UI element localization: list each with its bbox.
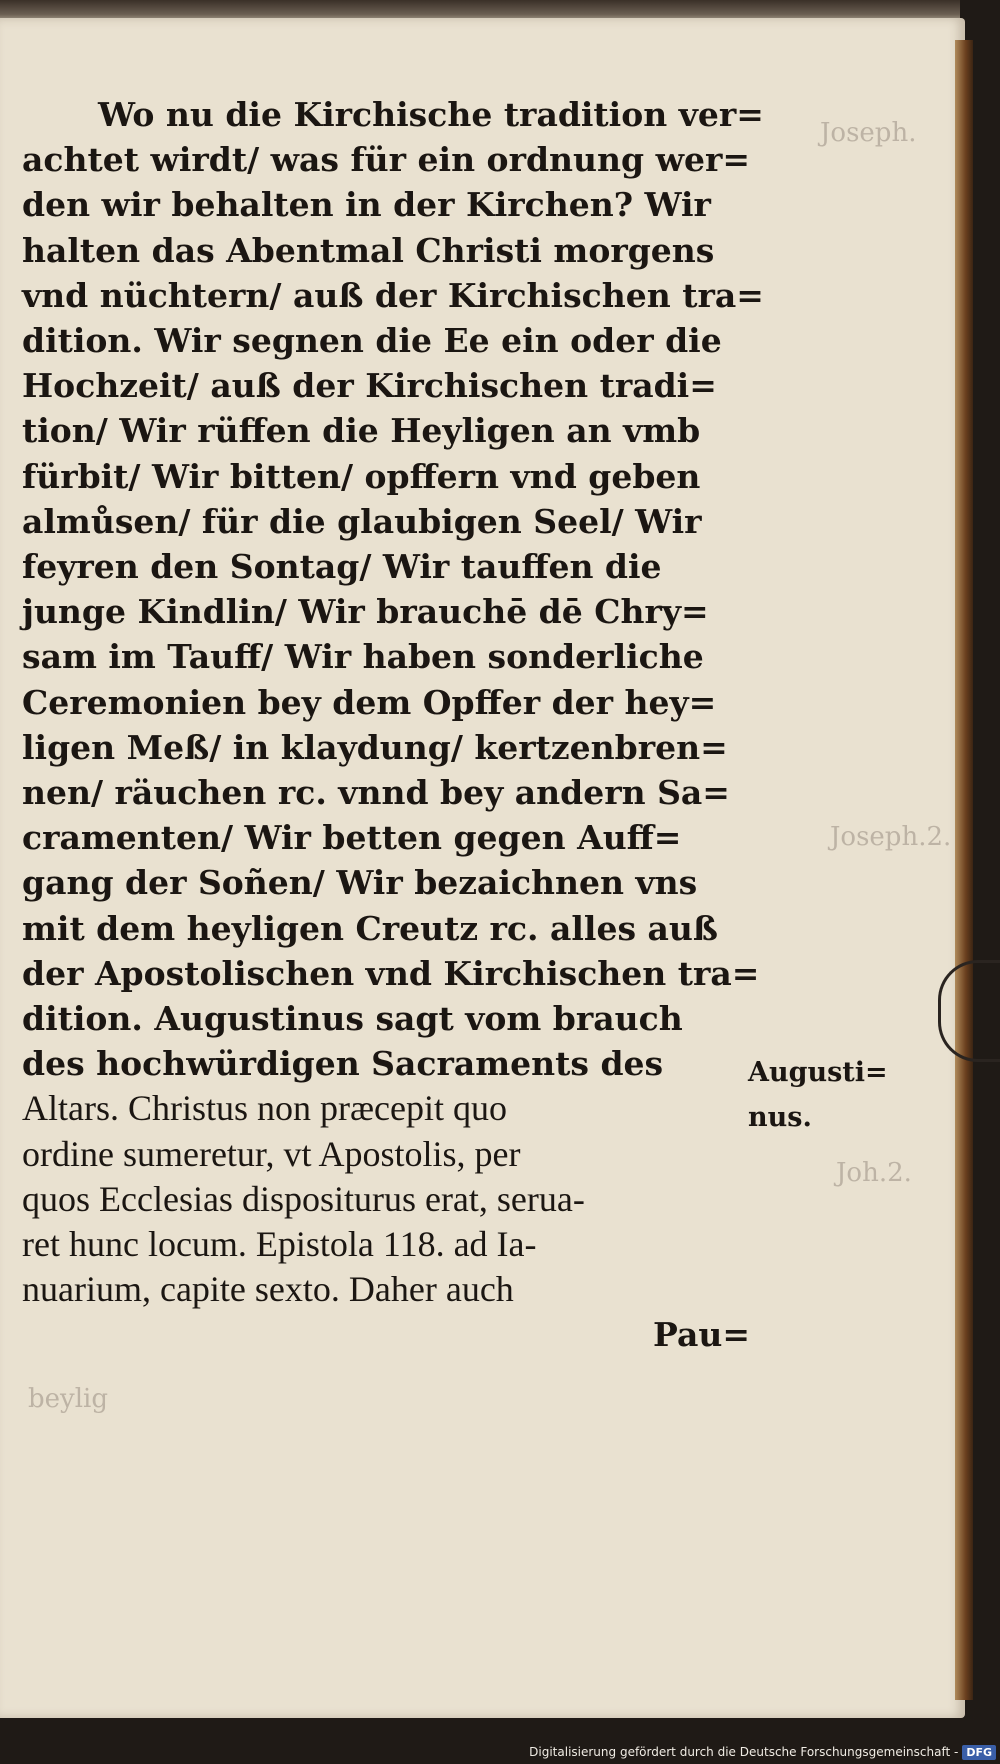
margin-note-line: nus. (748, 1102, 812, 1133)
footer-credit: Digitalisierung gefördert durch die Deutsche Forschungsgemeinschaft - (529, 1745, 959, 1759)
page-clip (938, 960, 1000, 1062)
text-line: junge Kindlin/ Wir brauchē dē Chry= (22, 592, 709, 632)
text-line: vnd nüchtern/ auß der Kirchischen tra= (22, 275, 764, 315)
text-line: feyren den Sontag/ Wir tauffen die (22, 547, 662, 587)
margin-note (748, 1050, 888, 1140)
text-line-latin: ordine sumeretur, vt Apostolis, per (22, 1133, 521, 1174)
body-text (22, 92, 762, 1358)
text-line-latin: nuarium, capite sexto. Daher auch (22, 1269, 514, 1310)
bleed-through-text: Joh.2. (836, 1158, 912, 1188)
text-line: den wir behalten in der Kirchen? Wir (22, 185, 711, 225)
text-line: ligen Meß/ in klaydung/ kertzenbren= (22, 727, 728, 767)
margin-note-line: Augusti= (748, 1057, 888, 1088)
text-line: Wo nu die Kirchische tradition ver= (98, 95, 764, 134)
text-line: Hochzeit/ auß der Kirchischen tradi= (22, 366, 717, 406)
text-line: dition. Wir segnen die Ee ein oder die (22, 321, 722, 361)
text-line: sam im Tauff/ Wir haben sonderliche (22, 637, 704, 677)
bleed-through-text: Joseph.2. (830, 822, 952, 852)
dfg-logo: DFG (962, 1745, 996, 1760)
text-line: almůsen/ für die glaubigen Seel/ Wir (22, 501, 702, 541)
bleed-through-text: Joseph. (820, 118, 917, 148)
text-line: dition. Augustinus sagt vom brauch (22, 999, 683, 1039)
footer (529, 1742, 996, 1762)
text-line: fürbit/ Wir bitten/ opffern vnd geben (22, 456, 701, 496)
text-line-latin: quos Ecclesias dispositurus erat, serua- (22, 1178, 585, 1219)
text-line-latin: ret hunc locum. Epistola 118. ad Ia- (22, 1224, 537, 1265)
text-line: cramenten/ Wir betten gegen Auff= (22, 818, 682, 858)
text-line: gang der Soñen/ Wir bezaichnen vns (22, 863, 698, 903)
text-line: Ceremonien bey dem Opffer der hey= (22, 682, 717, 722)
text-line: halten das Abentmal Christi morgens (22, 230, 715, 270)
text-line: nen/ räuchen rc. vnnd bey andern Sa= (22, 773, 730, 813)
text-line-latin: Altars. Christus non præcepit quo (22, 1088, 507, 1129)
catchword: Pau= (653, 1315, 750, 1355)
page-edge (955, 40, 973, 1700)
text-line: tion/ Wir rüffen die Heyligen an vmb (22, 411, 701, 451)
text-line: des hochwürdigen Sacraments des (22, 1044, 664, 1084)
text-line: der Apostolischen vnd Kirchischen tra= (22, 953, 760, 993)
text-line: mit dem heyligen Creutz rc. alles auß (22, 908, 718, 948)
bleed-through-text: beylig (28, 1384, 108, 1414)
text-line: achtet wirdt/ was für ein ordnung wer= (22, 140, 751, 180)
